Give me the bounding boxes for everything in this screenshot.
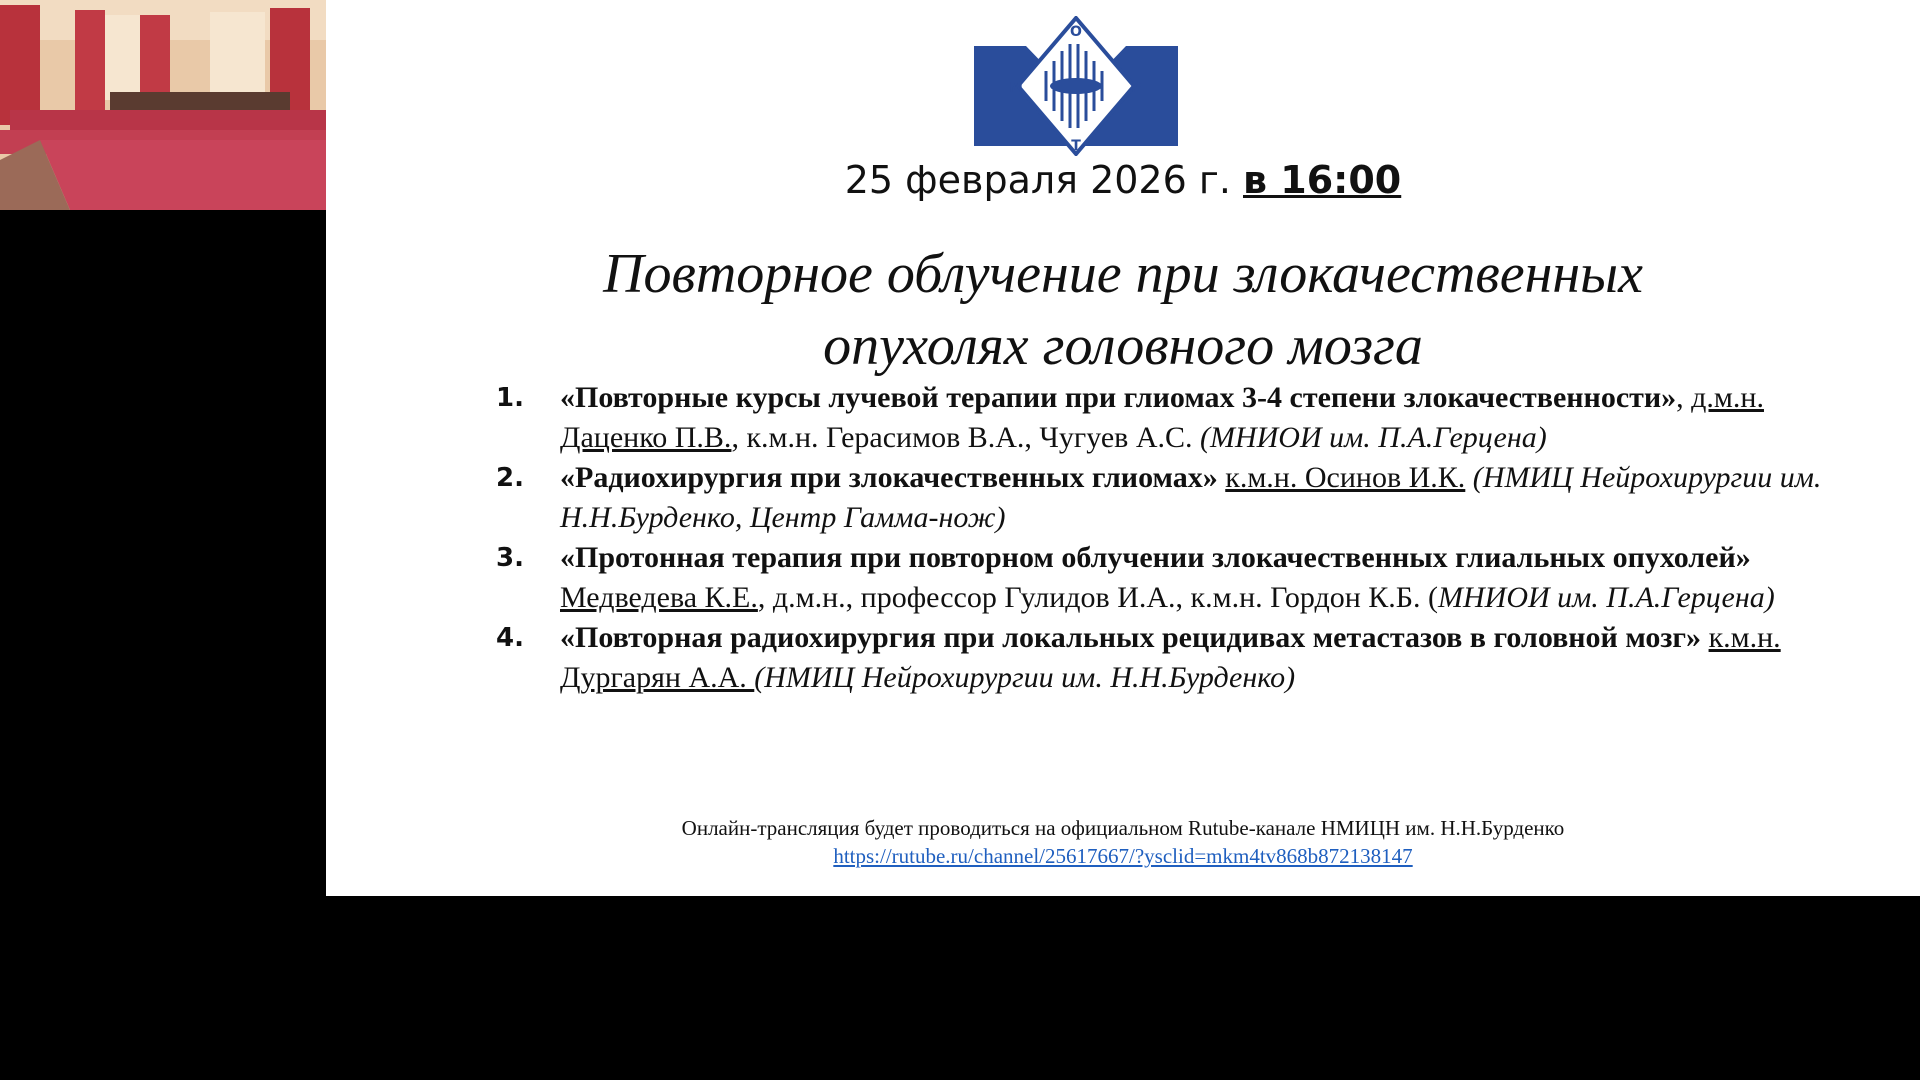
conference-room-image (0, 0, 326, 210)
svg-text:М: М (1009, 80, 1023, 96)
talks-list (496, 378, 1856, 698)
talk-number: 4. (496, 623, 524, 653)
svg-text:О: О (1070, 24, 1082, 40)
talk-lead-speaker: д.м.н. Даценко П.В. (560, 381, 1764, 454)
talk-number: 1. (496, 383, 524, 413)
talk-coauthors (1465, 461, 1473, 494)
talk-separator: , (1676, 381, 1692, 414)
omrt-logo (974, 16, 1178, 156)
broadcast-link[interactable]: https://rutube.ru/channel/25617667/?ysclid=mkm4tv868b872138147 (833, 844, 1413, 868)
talk-organization: (НМИЦ Нейрохирургии им. Н.Н.Бурденко) (754, 661, 1296, 694)
talk-item (496, 458, 1856, 538)
talk-item (496, 538, 1856, 618)
talk-organization: (МНИОИ им. П.А.Герцена) (1200, 421, 1547, 454)
svg-text:Р: Р (1130, 80, 1142, 96)
camera-video-thumbnail[interactable] (0, 0, 326, 210)
talk-title: «Повторная радиохирургия при локальных рецидивах метастазов в головной мозг» (560, 621, 1702, 654)
title-line-1: Повторное облучение при злокачественных (603, 243, 1643, 305)
slide-title (326, 238, 1920, 382)
talk-organization: (НМИЦ Нейрохирургии им. Н.Н.Бурденко, Центр Гамма-нож) (560, 461, 1822, 534)
talk-title: «Радиохирургия при злокачественных глиомах» (560, 461, 1218, 494)
svg-text:Т: Т (1071, 138, 1081, 154)
title-line-2: опухолях головного мозга (823, 315, 1423, 377)
talk-organization: МНИОИ им. П.А.Герцена) (1438, 581, 1775, 614)
presentation-slide (326, 0, 1920, 896)
talk-lead-speaker: к.м.н. Дургарян А.А. (560, 621, 1781, 694)
event-date (326, 158, 1920, 202)
talk-coauthors: , к.м.н. Герасимов В.А., Чугуев А.С. (731, 421, 1200, 454)
event-time: в 16:00 (1243, 158, 1402, 202)
talk-coauthors: , д.м.н., профессор Гулидов И.А., к.м.н. Гордон К.Б. ( (757, 581, 1439, 614)
talk-item (496, 618, 1856, 698)
talk-title: «Протонная терапия при повторном облучении злокачественных глиальных опухолей» (560, 541, 1751, 574)
talk-lead-speaker: к.м.н. Осинов И.К. (1225, 461, 1466, 494)
talk-lead-speaker: Медведева К.Е. (560, 581, 758, 614)
broadcast-note: Онлайн-трансляция будет проводиться на официальном Rutube-канале НМИЦН им. Н.Н.Бурденко (681, 816, 1565, 840)
talk-number: 3. (496, 543, 524, 573)
talk-separator (1701, 621, 1709, 654)
talk-title: «Повторные курсы лучевой терапии при глиомах 3-4 степени злокачественности» (560, 381, 1677, 414)
talk-number: 2. (496, 463, 524, 493)
talk-item (496, 378, 1856, 458)
date-text: 25 февраля 2026 г. (844, 158, 1243, 202)
